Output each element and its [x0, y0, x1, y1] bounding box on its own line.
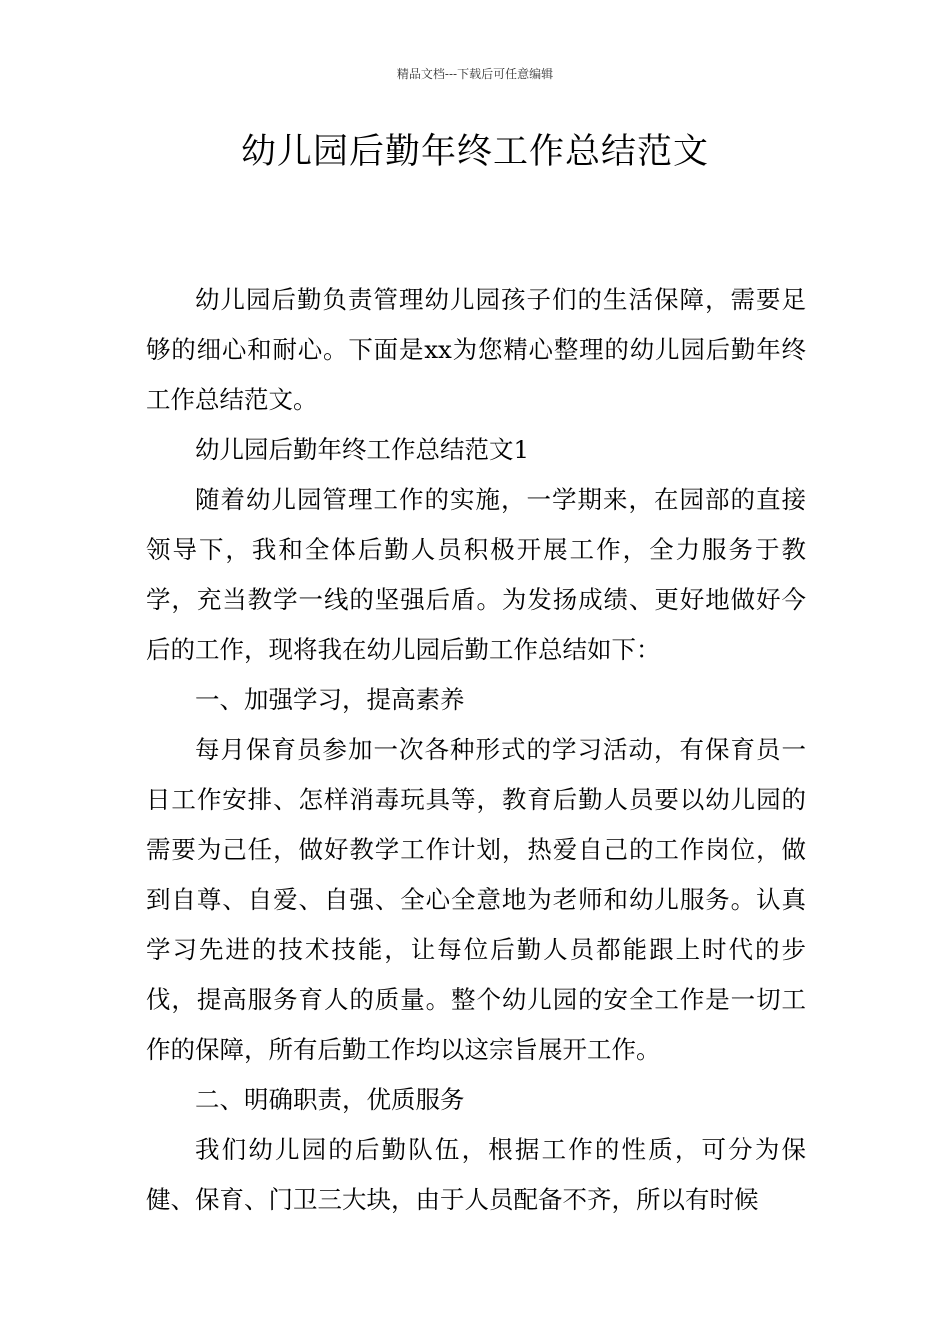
document-title: 幼儿园后勤年终工作总结范文 — [240, 132, 709, 172]
paragraph: 我们幼儿园的后勤队伍，根据工作的性质，可分为保健、保育、门卫三大块，由于人员配备不齐，所以有时候 — [146, 1135, 806, 1214]
paragraph-intro: 幼儿园后勤负责管理幼儿园孩子们的生活保障，需要足够的细心和耐心。下面是xx为您精心整理的幼儿园后勤年终工作总结范文。 — [146, 285, 806, 414]
paragraph: 随着幼儿园管理工作的实施，一学期来，在园部的直接领导下，我和全体后勤人员积极开展工作，全力服务于教学，充当教学一线的坚强后盾。为发扬成绩、更好地做好今后的工作，现将我在幼儿园后勤工作总结如下： — [146, 485, 806, 664]
section-heading: 二、明确职责，优质服务 — [195, 1085, 465, 1114]
section-heading: 幼儿园后勤年终工作总结范文1 — [195, 435, 530, 464]
document-body — [146, 275, 806, 1225]
page-header: 精品文档---下载后可任意编辑 — [396, 67, 554, 81]
paragraph: 每月保育员参加一次各种形式的学习活动，有保育员一日工作安排、怎样消毒玩具等，教育后勤人员要以幼儿园的需要为己任，做好教学工作计划，热爱自己的工作岗位，做到自尊、自爱、自强、全心全意地为老师和幼儿服务。认真学习先进的技术技能，让每位后勤人员都能跟上时代的步伐，提高服务育人的质量。整个幼儿园的安全工作是一切工作的保障，所有后勤工作均以这宗旨展开工作。 — [146, 735, 806, 1064]
section-heading: 一、加强学习，提高素养 — [195, 685, 465, 714]
